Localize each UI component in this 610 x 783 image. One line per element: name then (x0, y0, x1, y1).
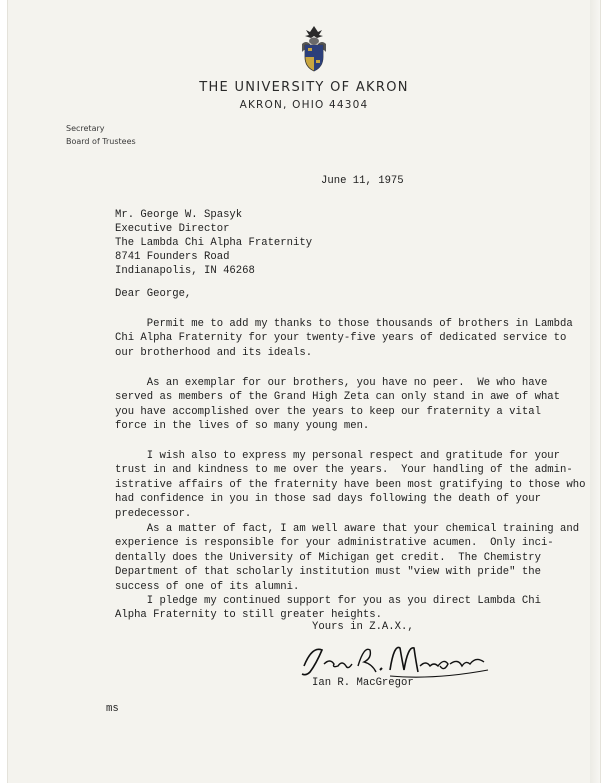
salutation: Dear George, (115, 288, 192, 300)
letter-page (8, 0, 600, 783)
letter-date: June 11, 1975 (321, 175, 404, 187)
recipient-title: Executive Director (115, 223, 230, 235)
body-paragraph: I wish also to express my personal respect and gratitude for your trust in and kindness to me over the years. Your handling of the admin- istrative affairs of the fraternity have been most gratifying to those who had confidence in you in those sad days following the death of your predecessor. (115, 450, 586, 520)
office-line-2: Board of Trustees (66, 137, 136, 146)
body-paragraph: As a matter of fact, I am well aware that your chemical training and experience is responsible for your administrative acumen. Only inci- dentally does the University of Michigan get credit. The Chemistry Department of that scholarly institution must "view with pride" the success of one of its alumni. (115, 523, 580, 593)
university-crest-icon (296, 24, 332, 74)
recipient-address (115, 208, 312, 278)
typist-initials: ms (106, 703, 119, 715)
office-line-1: Secretary (66, 124, 105, 133)
letterhead-institution: THE UNIVERSITY OF AKRON (199, 80, 409, 95)
closing: Yours in Z.A.X., (312, 621, 414, 633)
signer-name: Ian R. MacGregor (312, 677, 414, 689)
body-paragraph: Permit me to add my thanks to those thousands of brothers in Lambda Chi Alpha Fraternity for your twenty-five years of dedicated service to our brotherhood and its ideals. (115, 318, 573, 359)
recipient-city: Indianapolis, IN 46268 (115, 265, 255, 277)
recipient-name: Mr. George W. Spasyk (115, 209, 243, 221)
page-edge (590, 0, 600, 783)
office-block (66, 122, 136, 148)
letterhead-address: AKRON, OHIO 44304 (239, 99, 369, 111)
body-paragraph: I pledge my continued support for you as you direct Lambda Chi Alpha Fraternity to still greater heights. (115, 595, 541, 622)
recipient-organization: The Lambda Chi Alpha Fraternity (115, 237, 313, 249)
recipient-street: 8741 Founders Road (115, 251, 230, 263)
body-paragraph: As an exemplar for our brothers, you have no peer. We who have served as members of the Grand High Zeta can only stand in awe of what you have accomplished over the years to keep our fraternity a vital force in the lives of so many young men. (115, 377, 561, 433)
